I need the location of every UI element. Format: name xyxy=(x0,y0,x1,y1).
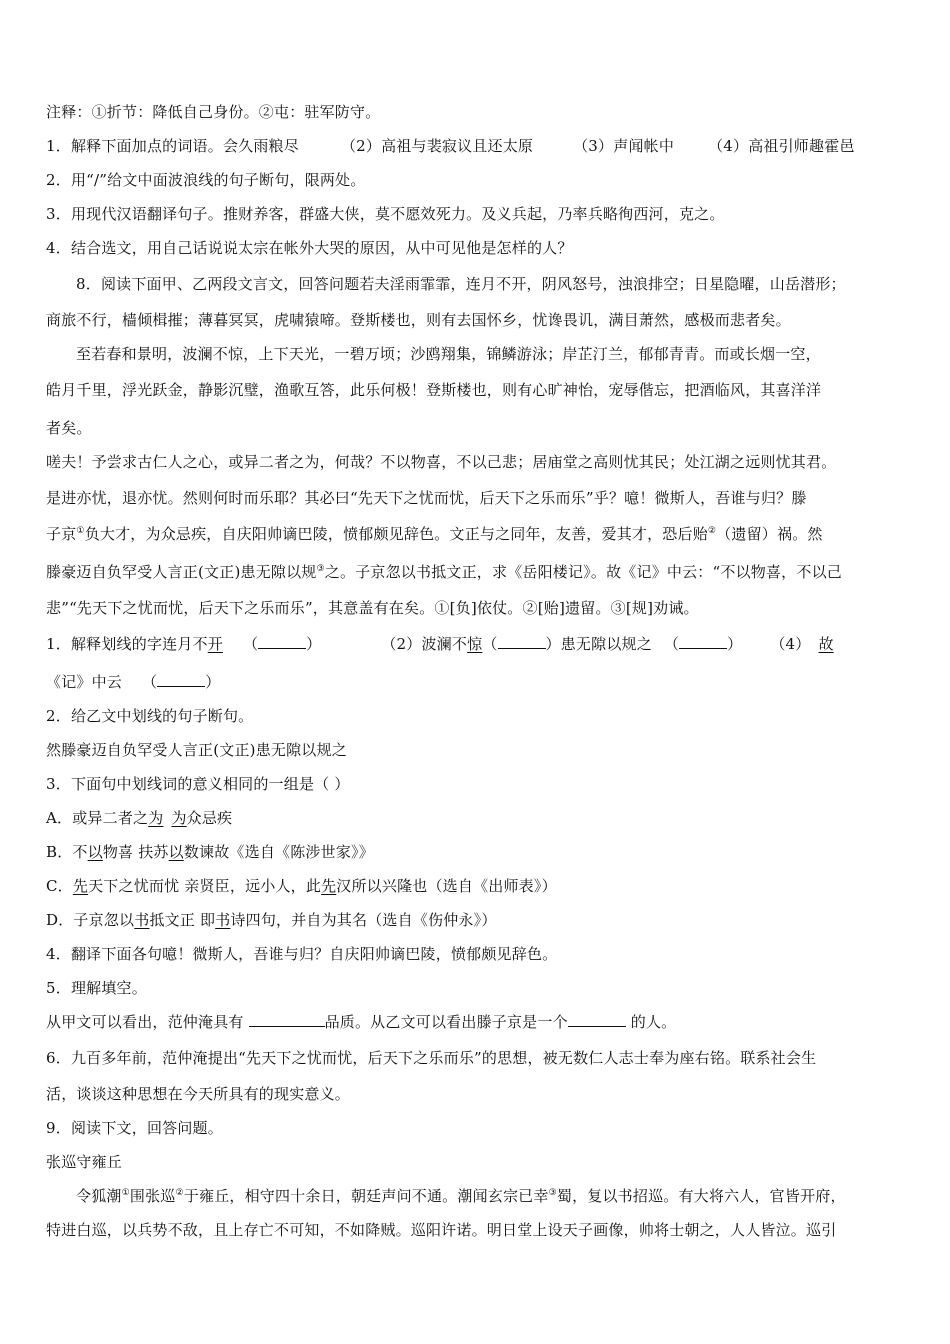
q8-question-4: 4．翻译下面各句噫！微斯人，吾谁与归？自庆阳帅谪巴陵，愤郁颇见辞色。 xyxy=(46,945,558,963)
answer-blank[interactable] xyxy=(679,634,727,649)
q8-para4-line-2: 滕豪迈自负罕受人言正(文正)患无隙以规③之。子京忽以书抵文正，求《岳阳楼记》。故《记》中云：“不以物喜，不以己 xyxy=(46,563,842,581)
footnote-marker: ③ xyxy=(548,1188,557,1198)
annotation-notes: 注释：①折节：降低自己身份。②屯：驻军防守。 xyxy=(46,103,381,121)
answer-blank[interactable] xyxy=(498,634,546,649)
footnote-marker: ① xyxy=(76,526,85,536)
option-a[interactable]: A．或异二者之为 为众忌疾 xyxy=(46,809,233,827)
q8-question-6-line-1: 6．九百多年前，范仲淹提出“先天下之忧而忧，后天下之乐而乐”的思想，被无数仁人志士奉为座右铭。联系社会生 xyxy=(46,1049,817,1067)
q9-passage-line-1: 令狐潮①围张巡②于雍丘，相守四十余日，朝廷声问不通。潮闻玄宗已幸③蜀，复以书招巡。有大将六人，官皆开府， xyxy=(76,1187,846,1205)
q7-question-3: 3．用现代汉语翻译句子。推财养客，群盛大侠，莫不愿效死力。及义兵起，乃率兵略徇西河，克之。 xyxy=(46,205,725,223)
q8-para2-line-2: 皓月千里，浮光跃金，静影沉璧，渔歌互答，此乐何极！登斯楼也，则有心旷神怡，宠辱偕忘，把酒临风，其喜洋洋 xyxy=(46,381,822,399)
q8-question-2: 2．给乙文中划线的句子断句。 xyxy=(46,707,254,725)
answer-blank[interactable] xyxy=(258,634,306,649)
q8-question-6-line-2: 活，谈谈这种思想在今天所具有的现实意义。 xyxy=(46,1085,351,1103)
q8-question-1-cont: 《记》中云 （ ） xyxy=(46,673,221,691)
q9-passage-title: 张巡守雍丘 xyxy=(46,1153,123,1171)
footnote-marker: ③ xyxy=(316,564,325,574)
answer-blank[interactable] xyxy=(568,1012,626,1027)
q8-question-2-sentence: 然滕豪迈自负罕受人言正(文正)患无隙以规之 xyxy=(46,741,347,759)
q9-passage-line-2: 特进白巡，以兵势不敌，且上存亡不可知，不如降贼。巡阳许诺。明日堂上设天子画像，帅将士朝之，人人皆泣。巡引 xyxy=(46,1221,837,1239)
option-d[interactable]: D．子京忽以书抵文正 即书诗四句，并自为其名（选自《伤仲永》） xyxy=(46,911,497,929)
footnote-marker: ② xyxy=(707,526,717,536)
footnote-marker: ① xyxy=(121,1188,130,1198)
q8-question-1: 1．解释划线的字连月不开 （ ） （2）波澜不惊（ ）患无隙以规之 （ ） （4） 故 xyxy=(46,635,834,653)
q7-question-1: 1．解释下面加点的词语。会久雨粮尽 （2）高祖与裴寂议且还太原 （3）声闻帐中 （4）高祖引师趣霍邑 xyxy=(46,137,855,155)
q7-question-2: 2．用“/”给文中面波浪线的句子断句，限两处。 xyxy=(46,171,366,189)
q8-para2-line-1: 至若春和景明，波澜不惊，上下天光，一碧万顷；沙鸥翔集，锦鳞游泳；岸芷汀兰，郁郁青青。而或长烟一空， xyxy=(76,345,821,363)
q7-question-4: 4．结合选文，用自己话说说太宗在帐外大哭的原因，从中可见他是怎样的人？ xyxy=(46,239,573,257)
q8-intro-line-2: 商旅不行，樯倾楫摧；薄暮冥冥，虎啸猿啼。登斯楼也，则有去国怀乡，忧谗畏讥，满目萧然，感极而悲者矣。 xyxy=(46,311,791,329)
q8-question-5-fill: 从甲文可以看出，范仲淹具有 品质。从乙文可以看出滕子京是一个 的人。 xyxy=(46,1013,677,1031)
q8-para3-line-1: 嗟夫！予尝求古仁人之心，或异二者之为，何哉？不以物喜，不以己悲；居庙堂之高则忧其民；处江湖之远则忧其君。 xyxy=(46,453,837,471)
q8-question-3: 3．下面句中划线词的意义相同的一组是（ ） xyxy=(46,775,350,793)
q8-para4-line-1: 子京①负大才，为众忌疾，自庆阳帅谪巴陵，愤郁颇见辞色。文正与之同年，友善，爱其才，恐后贻②（遗留）祸。然 xyxy=(46,525,823,543)
footnote-marker: ② xyxy=(175,1188,184,1198)
answer-blank[interactable] xyxy=(157,672,205,687)
q8-intro-line-1: 8．阅读下面甲、乙两段文言文，回答问题若夫淫雨霏霏，连月不开，阴风怒号，浊浪排空；日星隐曜，山岳潜形； xyxy=(76,275,846,293)
answer-blank[interactable] xyxy=(249,1012,325,1027)
q8-para3-line-2: 是进亦忧，退亦忧。然则何时而乐耶？其必曰“先天下之忧而忧，后天下之乐而乐”乎？噫！微斯人，吾谁与归？滕 xyxy=(46,489,807,507)
q8-para4-line-3: 悲”“先天下之忧而忧，后天下之乐而乐”，其意盖有在矣。①[负]依仗。②[贻]遗留。③[规]劝诫。 xyxy=(46,599,699,617)
option-c[interactable]: C．先天下之忧而忧 亲贤臣，远小人，此先汉所以兴隆也（选自《出师表》） xyxy=(46,877,557,895)
q8-question-5: 5．理解填空。 xyxy=(46,979,147,997)
q8-para2-line-3: 者矣。 xyxy=(46,419,92,437)
q9-intro: 9．阅读下文，回答问题。 xyxy=(46,1119,223,1137)
option-b[interactable]: B．不以物喜 扶苏以数谏故《选自《陈涉世家》》 xyxy=(46,843,374,861)
